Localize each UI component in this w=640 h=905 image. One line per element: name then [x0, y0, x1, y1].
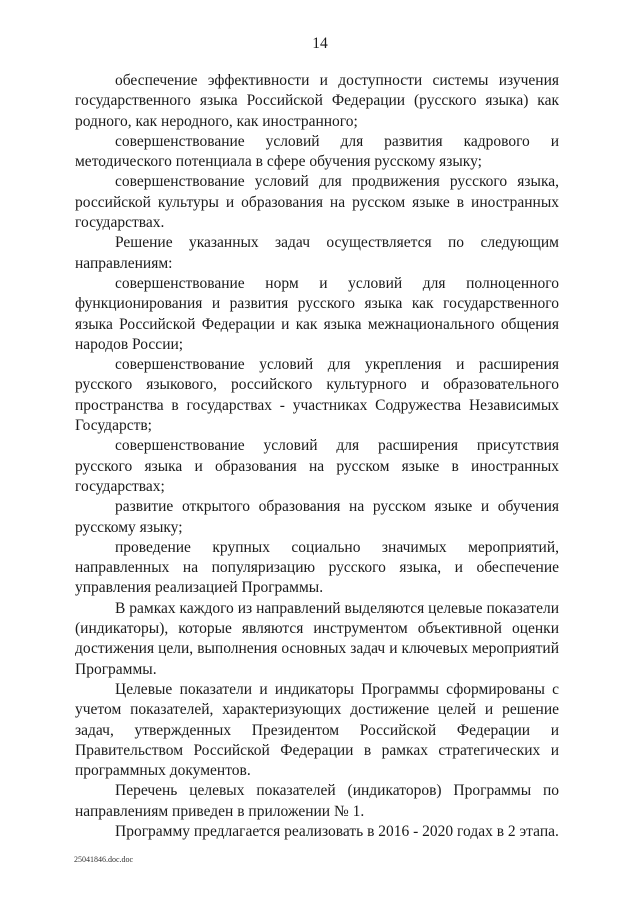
paragraph-direction-foreign-presence: совершенствование условий для расширения присутствия русского языка и образования на русском языке в иностранных государствах;: [75, 437, 559, 495]
paragraph-direction-open-education: развитие открытого образования на русском языке и обучения русскому языку;: [75, 498, 559, 536]
paragraph-direction-cis-space: совершенствование условий для укрепления и расширения русского языкового, российского культурного и образовательного пространства в государствах - участниках Содружества Независимых Государств;: [75, 356, 559, 435]
paragraph-goal-study-system: обеспечение эффективности и доступности системы изучения государственного языка Российской Федерации (русского языка) как родного, как неродного, как иностранного;: [75, 72, 559, 130]
paragraph-direction-norms: совершенствование норм и условий для полноценного функционирования и развития русского языка как государственного языка Российской Федерации и как языка межнационального общения народов России;: [75, 274, 559, 353]
document-body: [75, 71, 559, 842]
page-number: 14: [312, 35, 328, 52]
paragraph-implementation-period: Программу предлагается реализовать в 2016 - 2020 годах в 2 этапа.: [115, 822, 559, 840]
paragraph-goal-staff-potential: совершенствование условий для развития кадрового и методического потенциала в сфере обучения русскому языку;: [75, 132, 559, 171]
paragraph-directions-intro: Решение указанных задач осуществляется по следующим направлениям:: [75, 234, 559, 272]
paragraph-indicators-formation: Целевые показатели и индикаторы Программы сформированы с учетом показателей, характеризующих достижение целей и решение задач, утвержденных Президентом Российской Федерации и Правительством Российской Федерации в рамках стратегических и программных документов.: [75, 680, 559, 780]
paragraph-direction-events: проведение крупных социально значимых мероприятий, направленных на популяризацию русского языка, и обеспечение управления реализацией Программы.: [75, 538, 559, 597]
paragraph-indicators: В рамках каждого из направлений выделяются целевые показатели (индикаторы), которые являются инструментом объективной оценки достижения цели, выполнения основных задач и ключевых мероприятий Программы.: [75, 599, 559, 678]
paragraph-indicators-list: Перечень целевых показателей (индикаторов) Программы по направлениям приведен в приложении № 1.: [75, 782, 559, 820]
footer-filename: 25041846.doc.doc: [74, 855, 134, 864]
paragraph-goal-promotion-abroad: совершенствование условий для продвижения русского языка, российской культуры и образования на русском языке в иностранных государствах.: [75, 173, 559, 232]
